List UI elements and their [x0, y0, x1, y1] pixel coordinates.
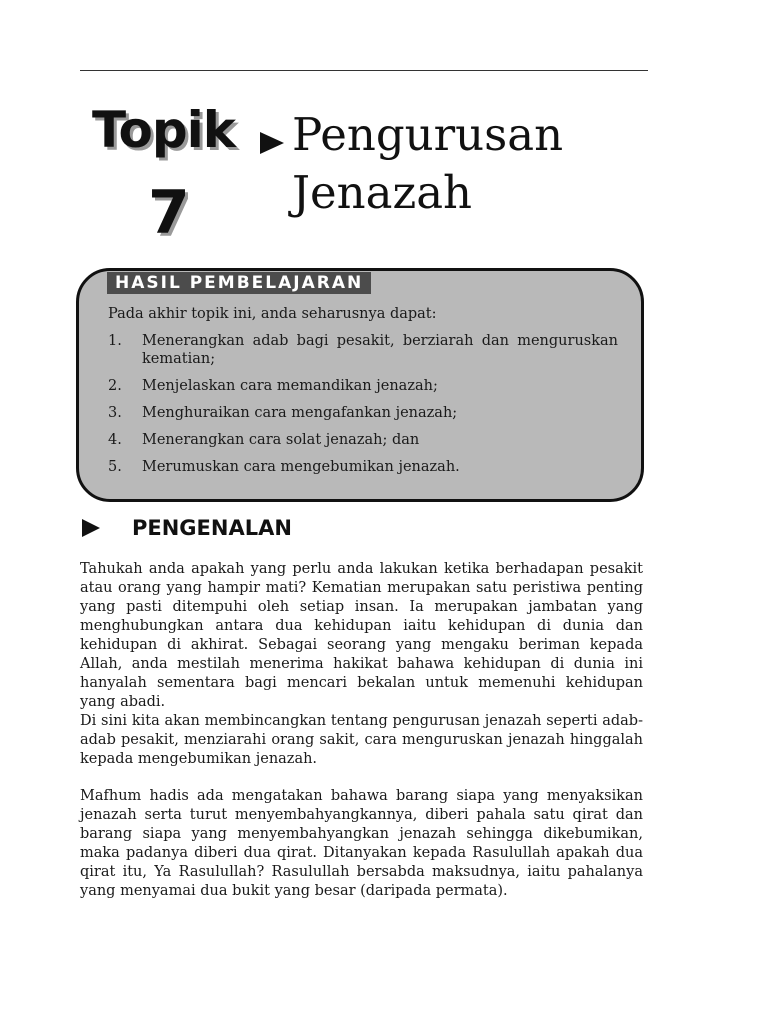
topic-number: 7 — [148, 178, 190, 248]
list-item — [108, 332, 618, 368]
list-item-text: Merumuskan cara mengebumikan jenazah. — [142, 459, 460, 475]
list-item-text: Menghuraikan cara mengafankan jenazah; — [142, 405, 458, 421]
play-arrow-icon — [260, 132, 284, 154]
list-item-number: 4. — [108, 432, 122, 448]
topic-label: Topik — [92, 101, 235, 159]
section-heading: PENGENALAN — [132, 516, 292, 540]
list-item-text: Menerangkan cara solat jenazah; dan — [142, 432, 420, 448]
learning-outcomes-list — [108, 332, 618, 485]
paragraph: Tahukah anda apakah yang perlu anda lakukan ketika berhadapan pesakit atau orang yang hampir mati? Kematian merupakan satu peristiwa penting yang pasti ditempuhi oleh setiap insan. Ia merupakan jambatan yang menghubungkan antara dua kehidupan iaitu kehidupan di dunia dan kehidupan di akhirat. Sebagai seorang yang mengaku beriman kepada Allah, anda mestilah menerima hakikat bahawa kehidupan di dunia ini hanyalah sementara bagi mencari bekalan untuk memenuhi kehidupan yang abadi. — [80, 561, 643, 710]
paragraph: Di sini kita akan membincangkan tentang pengurusan jenazah seperti adab-adab pesakit, menziarahi orang sakit, cara menguruskan jenazah hinggalah kepada mengebumikan jenazah. — [80, 713, 643, 767]
list-item-number: 1. — [108, 333, 122, 349]
list-item — [108, 431, 618, 449]
list-item-number: 2. — [108, 378, 122, 394]
paragraph: Mafhum hadis ada mengatakan bahawa barang siapa yang menyaksikan jenazah serta turut menyembahyangkannya, diberi pahala satu qirat dan barang siapa yang menyembahyangkan jenazah sehingga dikebumikan, maka padanya diberi dua qirat. Ditanyakan kepada Rasulullah apakah dua qirat itu, Ya Rasulullah? Rasulullah bersabda maksudnya, iaitu pahalanya yang menyamai dua bukit yang besar (daripada permata). — [80, 788, 643, 899]
list-item-text: Menjelaskan cara memandikan jenazah; — [142, 378, 438, 394]
learning-outcomes-intro: Pada akhir topik ini, anda seharusnya dapat: — [108, 306, 437, 322]
list-item-number: 5. — [108, 459, 122, 475]
list-item-text: Menerangkan adab bagi pesakit, berziarah dan menguruskan kematian; — [142, 333, 618, 367]
list-item — [108, 404, 618, 422]
topic-title: Pengurusan Jenazah — [292, 108, 564, 219]
learning-outcomes-heading: HASIL PEMBELAJARAN — [107, 272, 371, 294]
top-rule — [80, 70, 648, 71]
list-item — [108, 377, 618, 395]
list-item-number: 3. — [108, 405, 122, 421]
section-arrow-icon — [82, 519, 100, 537]
list-item — [108, 458, 618, 476]
